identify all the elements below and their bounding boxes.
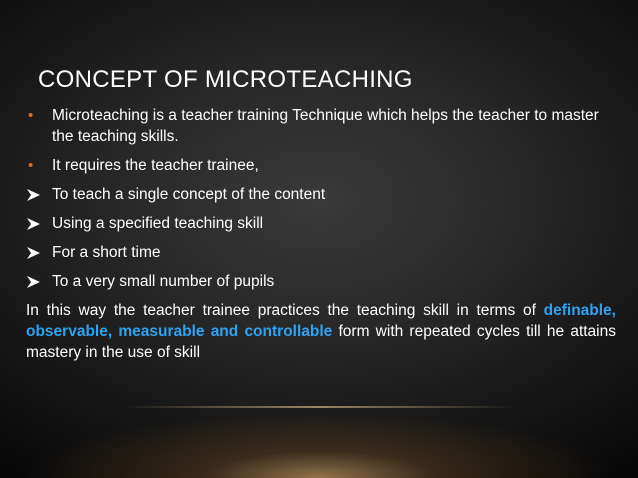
bullet-text: Microteaching is a teacher training Technique which helps the teacher to master the teaching skills. [52, 107, 599, 145]
arrowhead-bullet-icon [26, 275, 42, 289]
paragraph-text-after: form with repeated cycles till he attains mastery in the use of skill [26, 323, 616, 361]
paragraph-text-before: In this way the teacher trainee practices the teaching skill in terms of [26, 302, 544, 319]
arrowhead-bullet-icon [26, 188, 42, 202]
slide-title: CONCEPT OF MICROTEACHING [38, 66, 413, 93]
arrowhead-bullet-icon [26, 217, 42, 231]
arrow-item-text: For a short time [52, 244, 161, 261]
arrow-item [26, 271, 616, 292]
slide-content [26, 105, 616, 363]
arrow-item-text: Using a specified teaching skill [52, 215, 264, 232]
round-bullet-icon: • [28, 107, 34, 124]
bullet-item [26, 105, 616, 147]
round-bullet-icon: • [28, 157, 34, 174]
arrow-item-text: To a very small number of pupils [52, 273, 275, 290]
arrow-item [26, 213, 616, 234]
bottom-glow [120, 406, 518, 408]
bullet-item [26, 155, 616, 176]
arrow-item-text: To teach a single concept of the content [52, 186, 326, 203]
arrowhead-bullet-icon [26, 246, 42, 260]
arrow-item [26, 242, 616, 263]
arrow-item [26, 184, 616, 205]
summary-paragraph [26, 300, 616, 363]
bullet-text: It requires the teacher trainee, [52, 157, 259, 174]
highlighted-terms: definable, observable, measurable and controllable [26, 302, 616, 340]
